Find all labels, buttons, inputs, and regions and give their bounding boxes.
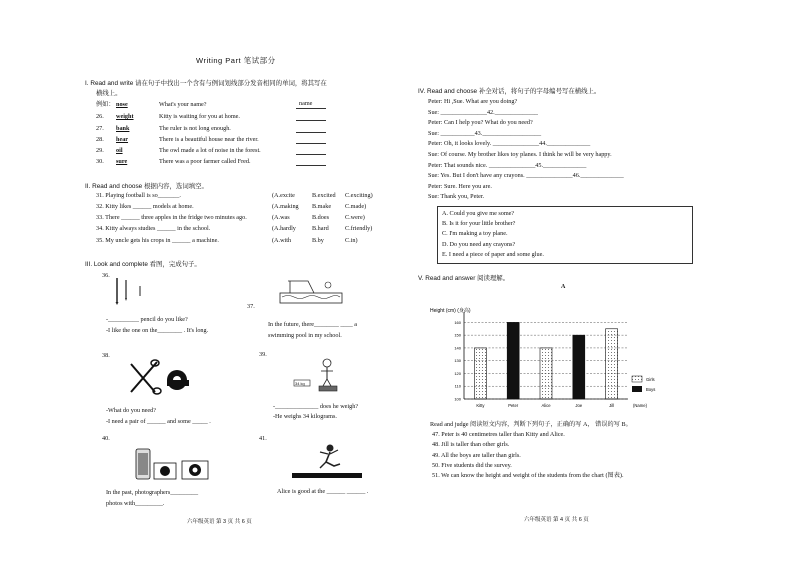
dialogue-line: Peter: That sounds nice. _______________45.______________ — [428, 161, 587, 169]
y-tick-label: 100 — [454, 396, 461, 402]
question-text: 32. Kitty likes ______ models at home. — [96, 203, 194, 210]
q41-number: 41. — [259, 435, 267, 442]
y-tick-label: 160 — [454, 319, 461, 325]
q41-line1: Alice is good at the ______ ______ . — [277, 488, 369, 495]
dialogue-line: Sue: ___________43.___________________ — [428, 129, 542, 137]
row-sentence: The owl made a lot of noise in the forest. — [159, 147, 261, 154]
dialogue-line: Peter: Can I help you? What do you need? — [428, 119, 533, 127]
option-item: D. Do you need any crayons? — [442, 240, 516, 248]
q40-line2: photos with_________. — [106, 500, 165, 507]
statement-item: 47. Peter is 40 centimetres taller than Kitty and Alice. — [432, 431, 565, 438]
option-b: B.make — [312, 203, 332, 210]
dialogue-line: Sue: Yes. But I don't have any crayons. _______________46.______________ — [428, 172, 624, 180]
legend-label-girls: Girls — [646, 377, 655, 382]
row-number: 27. — [96, 125, 104, 132]
example-word: weight — [116, 113, 134, 120]
boy-on-scale-picture — [293, 355, 343, 395]
x-tick-label: Kitty — [476, 403, 485, 408]
legend-swatch-boys — [632, 386, 642, 392]
section4-heading: IV. Read and choose 补全对话，将句子的字母编号写在横线上。 — [418, 88, 601, 95]
footer-page-4: 六年级英语 第 4 页 共 6 页 — [524, 517, 589, 523]
judge-heading: Read and judge 阅读短文内容，判断下列句子，正确的写 A， 错误的写 B。 — [430, 421, 632, 428]
y-tick-label: 150 — [454, 332, 461, 338]
q40-line1: In the past, photographers_________ — [106, 489, 199, 496]
example-word: sure — [116, 158, 128, 165]
option-a: (A.hardly — [272, 225, 296, 232]
dialogue-line: Peter: Hi ,Sue. What are you doing? — [428, 98, 518, 105]
row-number: 26. — [96, 113, 104, 120]
q38-line2: -I need a pair of ______ and some _____ . — [106, 418, 211, 425]
option-a: (A.with — [272, 237, 292, 244]
q37-line1: In the future, there________ ____ a — [268, 321, 358, 328]
option-item: B. Is it for your little brother? — [442, 220, 516, 228]
row-sentence: There is a beautiful house near the river. — [159, 136, 259, 143]
row-number: 30. — [96, 158, 104, 165]
row-sentence: The ruler is not long enough. — [159, 125, 231, 132]
swimming-pool-picture — [278, 273, 346, 307]
answer-line — [296, 120, 326, 121]
option-b: B.by — [312, 237, 324, 244]
section3-heading: III. Look and complete 看图，完成句子。 — [85, 261, 201, 268]
page-title: Writing Part 笔试部分 — [196, 56, 276, 65]
dialogue-line: Peter: Sure. Here you are. — [428, 182, 492, 190]
example-word: nose — [116, 101, 128, 108]
legend-swatch-girls — [632, 376, 642, 382]
option-c: C.made) — [345, 203, 367, 210]
q38-line1: -What do you need? — [106, 407, 156, 414]
option-a: (A.making — [272, 203, 299, 210]
q39-line2: -He weighs 34 kilograms. — [273, 413, 337, 420]
y-tick-label: 130 — [454, 358, 461, 364]
bar-peter — [507, 322, 519, 399]
y-tick-label: 120 — [454, 370, 461, 376]
legend-label-boys: Boys — [646, 387, 656, 392]
section2-heading: II. Read and choose 根据内容，选词填空。 — [85, 183, 208, 190]
answer-text: name — [299, 100, 313, 107]
statement-item: 48. Jill is taller than other girls. — [432, 441, 510, 449]
row-number: 29. — [96, 147, 104, 154]
q36-line2: -I like the one on the________ . It's long. — [106, 327, 209, 334]
y-tick-label: 140 — [454, 345, 461, 351]
x-tick-label: Joe — [575, 403, 583, 408]
option-item: A. Could you give me some? — [442, 210, 515, 217]
statement-item: 49. All the boys are taller than girls. — [432, 451, 521, 459]
answer-line — [296, 154, 326, 155]
option-c: C.were) — [345, 214, 365, 221]
q36-number: 36. — [102, 272, 110, 279]
section5-heading: V. Read and answer 阅读理解。 — [418, 275, 510, 282]
x-tick-label: Jill — [609, 403, 615, 408]
row-number: 28. — [96, 136, 104, 143]
q36-line1: -__________ pencil do you like? — [106, 316, 188, 323]
bar-jill — [606, 329, 618, 399]
pencils-picture — [112, 276, 152, 306]
answer-line — [296, 143, 326, 144]
dialogue-line: Sue: Thank you, Peter. — [428, 193, 485, 201]
film-cameras-picture — [132, 443, 212, 485]
question-text: 35. My uncle gets his crops in ______ a machine. — [96, 237, 219, 244]
row-sentence: There was a poor farmer called Fred. — [159, 158, 251, 165]
scissors-tape-picture — [125, 358, 191, 398]
question-text: 34. Kitty always studies ______ in the school. — [96, 225, 211, 232]
row-sentence: Kitty is waiting for you at home. — [159, 113, 240, 120]
option-a: (A.excite — [272, 192, 295, 199]
answer-line — [296, 165, 326, 166]
statement-item: 50. Five students did the survey. — [432, 461, 512, 469]
option-c: C.friendly) — [345, 225, 373, 232]
long-jump-picture — [290, 440, 365, 482]
option-item: E. I need a piece of paper and some glue. — [442, 250, 544, 258]
chart-title: A — [561, 284, 566, 290]
x-axis-label: (Name) — [633, 403, 647, 408]
option-c: C.in) — [345, 237, 358, 244]
dialogue-line: Sue: _______________42.______________ — [428, 108, 539, 116]
section1-heading: I. Read and write 请在句子中找出一个含有与例词划线部分发音相同的单词，将其写在 — [85, 80, 327, 87]
option-item: C. I'm making a toy plane. — [442, 230, 508, 238]
height-chart — [430, 306, 680, 418]
y-axis-label: Height (cm) (身高) — [430, 308, 471, 314]
x-tick-label: Peter — [508, 403, 519, 408]
option-b: B.excited — [312, 192, 336, 199]
row-sentence: What's your name? — [159, 101, 207, 108]
q37-number: 37. — [247, 303, 255, 310]
example-word: hear — [116, 136, 129, 143]
x-tick-label: Alice — [541, 403, 551, 408]
q37-line2: swimming pool in my school. — [268, 332, 342, 339]
answer-line — [296, 132, 326, 133]
bar-kitty — [474, 348, 486, 399]
q40-number: 40. — [102, 435, 110, 442]
q39-line1: -______________ does he weigh? — [273, 403, 359, 410]
row-number: 例如： — [96, 101, 115, 108]
y-tick-label: 110 — [454, 383, 461, 389]
option-c: C.exciting) — [345, 192, 373, 199]
option-b: B.hard — [312, 225, 329, 232]
q38-number: 38. — [102, 352, 110, 359]
section1-heading-cont: 横线上。 — [96, 90, 122, 97]
scale-readout: 34 kg — [295, 381, 305, 386]
option-a: (A.was — [272, 214, 290, 221]
q39-number: 39. — [259, 351, 267, 358]
bar-alice — [540, 348, 552, 399]
statement-item: 51. We can know the height and weight of the students from the chart (图表). — [432, 472, 624, 480]
bar-joe — [573, 335, 585, 399]
answer-line — [296, 108, 326, 109]
question-text: 33. There ______ three apples in the fridge two minutes ago. — [96, 214, 247, 221]
dialogue-line: Sue: Of course. My brother likes toy planes. I think he will be very happy. — [428, 151, 612, 158]
question-text: 31. Playing football is so_______. — [96, 192, 181, 199]
dialogue-line: Peter: Oh, it looks lovely. _______________44.______________ — [428, 140, 591, 148]
example-word: oil — [116, 147, 123, 154]
example-word: bank — [116, 125, 130, 132]
option-b: B.does — [312, 214, 330, 221]
footer-page-3: 六年级英语 第 3 页 共 6 页 — [187, 519, 252, 525]
